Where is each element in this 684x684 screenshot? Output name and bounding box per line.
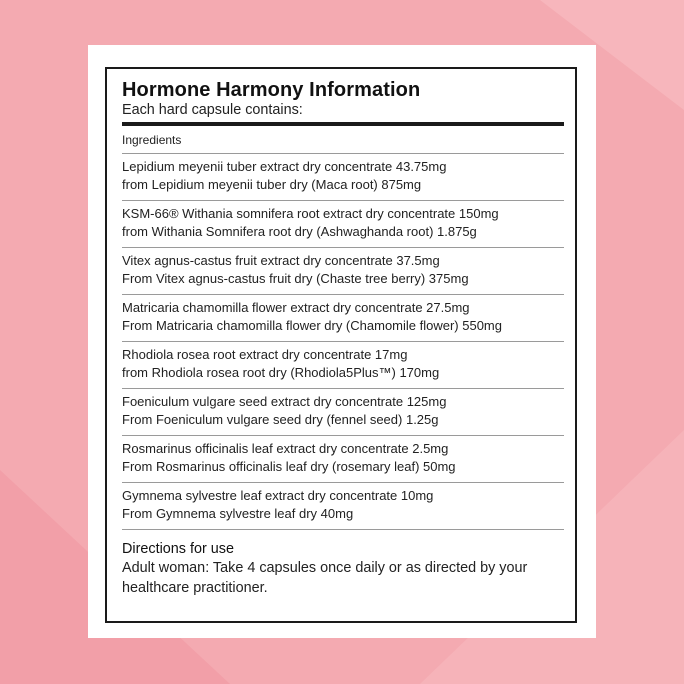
ingredient-source: From Foeniculum vulgare seed dry (fennel seed) 1.25g	[122, 411, 439, 427]
ingredient-extract: Gymnema sylvestre leaf extract dry concentrate 10mg	[122, 488, 434, 503]
ingredient-item	[122, 483, 564, 529]
ingredients-header: Ingredients	[122, 133, 182, 147]
ingredient-extract: Vitex agnus-castus fruit extract dry concentrate 37.5mg	[122, 253, 440, 268]
ingredient-item	[122, 248, 564, 294]
ingredient-extract: Foeniculum vulgare seed extract dry concentrate 125mg	[122, 394, 447, 409]
ingredient-extract: Matricaria chamomilla flower extract dry concentrate 27.5mg	[122, 300, 470, 315]
directions-line: Adult woman: Take 4 capsules once daily or as directed by your	[122, 560, 528, 576]
ingredient-source: From Rosmarinus officinalis leaf dry (rosemary leaf) 50mg	[122, 458, 456, 474]
ingredient-extract: Rosmarinus officinalis leaf extract dry concentrate 2.5mg	[122, 441, 449, 456]
ingredient-item	[122, 342, 564, 388]
ingredient-source: From Gymnema sylvestre leaf dry 40mg	[122, 505, 354, 521]
ingredient-extract: KSM-66® Withania somnifera root extract dry concentrate 150mg	[122, 206, 499, 221]
ingredient-source: from Withania Somnifera root dry (Ashwaghanda root) 1.875g	[122, 223, 477, 239]
ingredient-source: From Vitex agnus-castus fruit dry (Chaste tree berry) 375mg	[122, 270, 469, 286]
ingredient-item	[122, 154, 564, 200]
label-card	[88, 45, 596, 638]
panel-content	[122, 78, 564, 598]
ingredient-source: from Lepidium meyenii tuber dry (Maca root) 875mg	[122, 176, 422, 192]
ingredient-item	[122, 436, 564, 482]
ingredient-source: from Rhodiola rosea root dry (Rhodiola5Plus™) 170mg	[122, 364, 440, 380]
ingredient-item	[122, 389, 564, 435]
directions-heading: Directions for use	[122, 541, 234, 557]
ingredient-extract: Rhodiola rosea root extract dry concentrate 17mg	[122, 347, 408, 362]
directions-line: healthcare practitioner.	[122, 580, 268, 596]
capsule-subtitle: Each hard capsule contains:	[122, 102, 303, 118]
ingredient-item	[122, 201, 564, 247]
ingredients-list	[122, 153, 564, 530]
ingredient-divider	[122, 529, 564, 530]
page-title: Hormone Harmony Information	[122, 79, 421, 101]
ingredient-item	[122, 295, 564, 341]
ingredient-source: From Matricaria chamomilla flower dry (Chamomile flower) 550mg	[122, 317, 502, 333]
ingredient-extract: Lepidium meyenii tuber extract dry concentrate 43.75mg	[122, 159, 447, 174]
information-panel	[105, 67, 577, 623]
directions-text	[122, 558, 564, 598]
